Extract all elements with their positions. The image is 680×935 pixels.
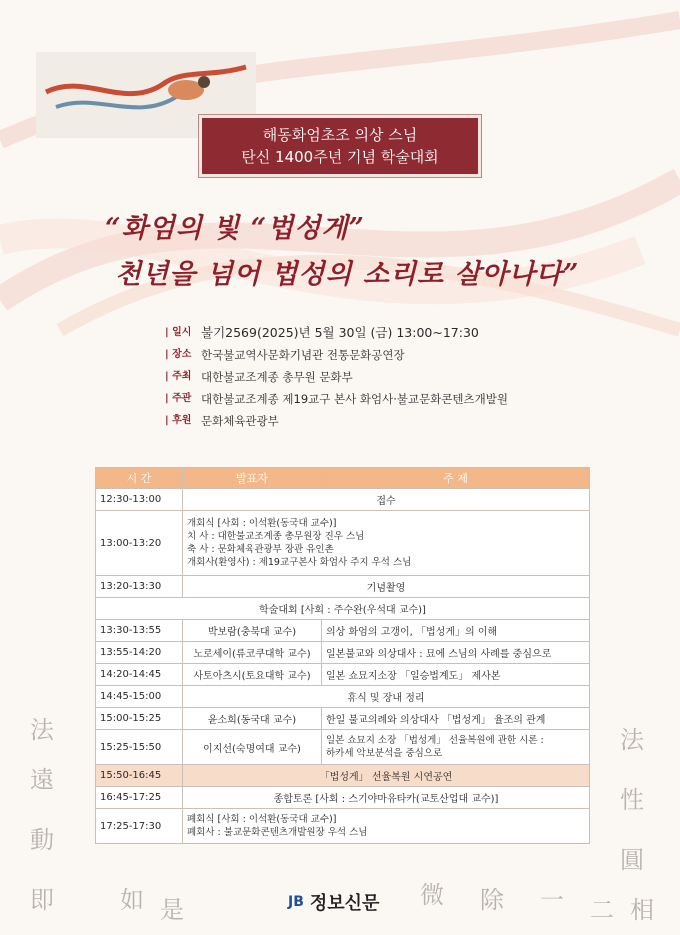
time-cell: 16:45-17:25 [96, 787, 183, 809]
program-line: 축 사 : 문화체육관광부 장관 유인촌 [187, 544, 334, 555]
event-info-list [165, 322, 605, 432]
info-label: | 장소 [165, 344, 201, 366]
info-value: 한국불교역사문화기념관 전통문화공연장 [201, 348, 405, 362]
speaker-cell: 윤소희(동국대 교수) [183, 708, 322, 730]
table-row [96, 576, 590, 598]
time-cell: 17:25-17:30 [96, 809, 183, 844]
topic-cell: 한일 불교의례와 의상대사 「법성게」 율조의 관계 [322, 708, 590, 730]
time-cell: 14:45-15:00 [96, 686, 183, 708]
table-row [96, 787, 590, 809]
time-cell: 13:30-13:55 [96, 620, 183, 642]
time-cell: 13:20-13:30 [96, 576, 183, 598]
time-cell: 14:20-14:45 [96, 664, 183, 686]
column-header-time: 시 간 [96, 468, 183, 489]
event-title-box [202, 118, 478, 174]
table-row [96, 642, 590, 664]
time-cell: 13:55-14:20 [96, 642, 183, 664]
program-cell [183, 809, 590, 844]
time-cell: 15:25-15:50 [96, 730, 183, 765]
program-cell: 기념촬영 [183, 576, 590, 598]
info-value: 문화체육관광부 [201, 414, 279, 428]
logo-text: 정보신문 [309, 893, 380, 914]
newspaper-logo [288, 887, 379, 917]
event-title-line1: 해동화엄초조 의상 스님 [262, 126, 418, 144]
program-cell: 종합토론 [사회 : 스기야마유타카(교토산업대 교수)] [183, 787, 590, 809]
info-label: | 일시 [165, 322, 201, 344]
table-row [96, 620, 590, 642]
table-row [96, 809, 590, 844]
calligraphy-background: 法 遠 動 即 法 性 圓 相 二 如 是 微 除 一 [30, 716, 654, 924]
time-cell: 15:00-15:25 [96, 708, 183, 730]
table-row [96, 489, 590, 511]
topic-line: 하카세 악보분석을 중심으로 [326, 748, 443, 759]
speaker-cell: 노로세이(류코쿠대학 교수) [183, 642, 322, 664]
info-label: | 주최 [165, 366, 201, 388]
topic-cell: 일본 쇼묘지소장 「일승법계도」 제사본 [322, 664, 590, 686]
info-value: 대한불교조계종 제19교구 본사 화엄사·불교문화콘텐츠개발원 [201, 392, 508, 406]
logo-mark-icon: JB [288, 894, 304, 910]
info-label: | 후원 [165, 410, 201, 432]
table-row [96, 686, 590, 708]
topic-cell: 일본불교와 의상대사 : 묘에 스님의 사례를 중심으로 [322, 642, 590, 664]
topic-cell [322, 730, 590, 765]
info-row-sponsor [165, 410, 605, 432]
session-header-cell: 학술대회 [사회 : 주수완(우석대 교수)] [96, 598, 590, 620]
info-label: | 주관 [165, 388, 201, 410]
program-cell: 「법성게」 선율복원 시연공연 [183, 765, 590, 787]
column-header-topic: 주 제 [322, 468, 590, 489]
program-line: 치 사 : 대한불교조계종 총무원장 진우 스님 [187, 531, 365, 542]
table-row-highlighted [96, 765, 590, 787]
program-cell: 휴식 및 장내 정리 [183, 686, 590, 708]
schedule-table [95, 467, 590, 844]
topic-line: 일본 쇼묘지 소장 「법성게」 선율복원에 관한 시론 : [326, 735, 544, 746]
speaker-cell: 박보람(충북대 교수) [183, 620, 322, 642]
topic-cell: 의상 화엄의 고갱이, 「법성게」의 이해 [322, 620, 590, 642]
program-line: 개회사(환영사) : 제19교구본사 화엄사 주지 우석 스님 [187, 557, 412, 568]
speaker-cell: 이지선(숙명여대 교수) [183, 730, 322, 765]
table-header-row [96, 468, 590, 489]
program-line: 폐회식 [사회 : 이석환(동국대 교수)] [187, 814, 337, 825]
program-line: 개회식 [사회 : 이석환(동국대 교수)] [187, 518, 337, 529]
table-row [96, 708, 590, 730]
program-cell [183, 511, 590, 576]
time-cell: 15:50-16:45 [96, 765, 183, 787]
event-title-line2: 탄신 1400주년 기념 학술대회 [241, 148, 439, 166]
info-row-date [165, 322, 605, 344]
info-value: 불기2569(2025)년 5월 30일 (금) 13:00~17:30 [201, 325, 479, 340]
time-cell: 13:00-13:20 [96, 511, 183, 576]
table-row [96, 598, 590, 620]
program-cell: 접수 [183, 489, 590, 511]
table-row [96, 664, 590, 686]
info-row-venue [165, 344, 605, 366]
column-header-speaker: 발표자 [183, 468, 322, 489]
program-line: 폐회사 : 불교문화콘텐츠개발원장 우석 스님 [187, 827, 368, 838]
table-row [96, 511, 590, 576]
speaker-cell: 사토아츠시(토요대학 교수) [183, 664, 322, 686]
table-row [96, 730, 590, 765]
info-value: 대한불교조계종 총무원 문화부 [201, 370, 353, 384]
info-row-host [165, 366, 605, 388]
slogan-line2: 천년을 넘어 법성의 소리로 살아나다” [115, 259, 580, 290]
time-cell: 12:30-13:00 [96, 489, 183, 511]
slogan-line1: “화엄의 빛 “법성게” [105, 213, 365, 244]
info-row-organizer [165, 388, 605, 410]
